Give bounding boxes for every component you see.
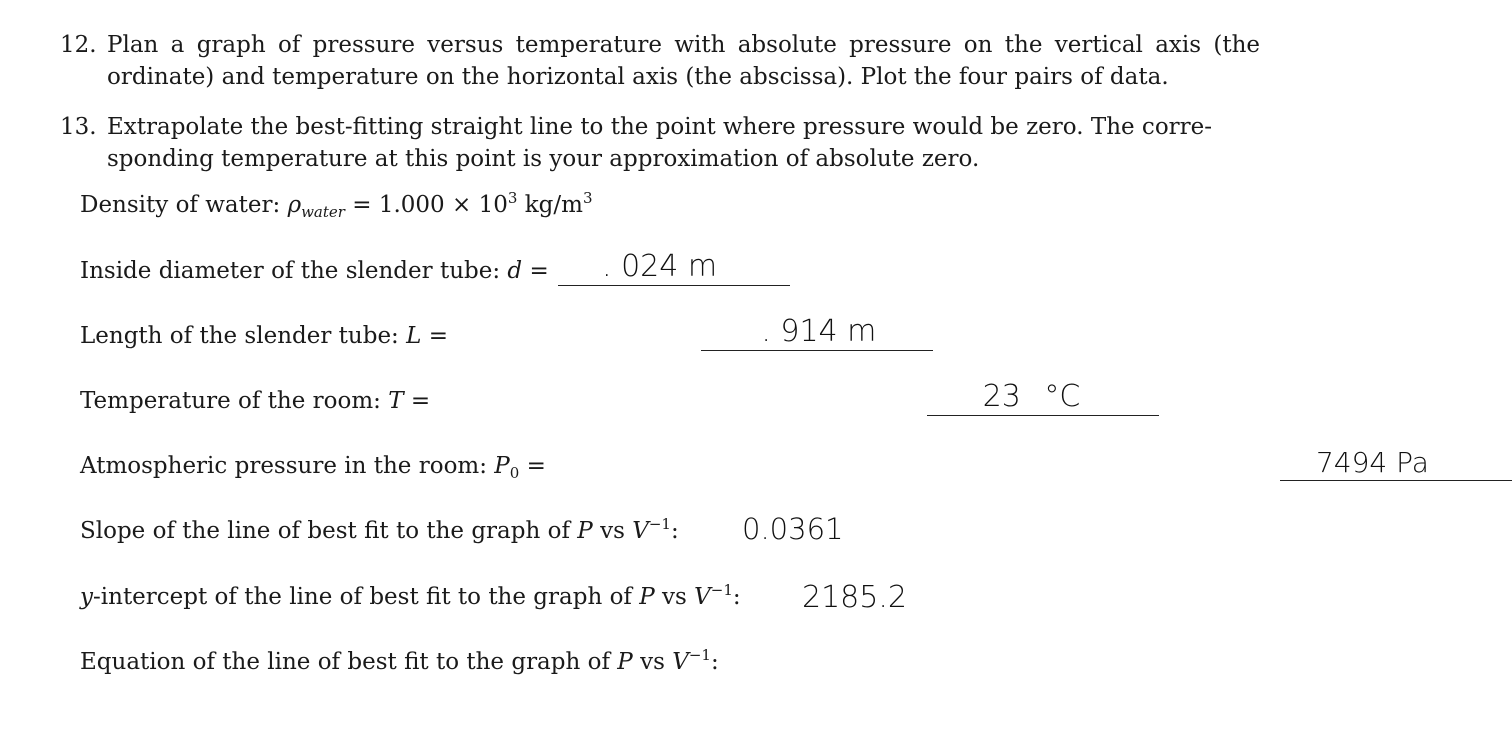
equation-v: V: [672, 649, 689, 675]
intercept-p: P: [639, 584, 655, 610]
diameter-eq: =: [522, 258, 549, 284]
intercept-v: V: [694, 584, 711, 610]
density-exponent: 3: [507, 189, 518, 207]
rho-symbol: ρ: [287, 192, 302, 218]
slope-line: [80, 515, 679, 544]
equation-colon: :: [710, 649, 719, 675]
slope-vs: vs: [592, 518, 633, 544]
pressure-label: Atmospheric pressure in the room:: [80, 453, 487, 479]
density-unit: kg/m: [517, 192, 583, 218]
intercept-colon: :: [732, 584, 741, 610]
item-12-number: 12.: [60, 32, 97, 58]
slope-p: P: [577, 518, 593, 544]
diameter-var: d: [507, 258, 523, 284]
pressure-subscript: 0: [509, 464, 520, 482]
slope-v: V: [632, 518, 649, 544]
item-12-line-1: Plan a graph of pressure versus temperature with absolute pressure on the vertical axis (the: [107, 32, 1261, 58]
equation-vs: vs: [632, 649, 673, 675]
intercept-line: [80, 581, 741, 610]
slope-value: 0.0361: [742, 512, 844, 546]
diameter-value: . 024 m: [602, 249, 718, 284]
intercept-value: 2185.2: [802, 580, 907, 615]
pressure-eq: =: [519, 453, 546, 479]
length-value: . 914 m: [761, 314, 877, 349]
temperature-eq: =: [403, 388, 431, 414]
equation-line: [80, 646, 719, 675]
pressure-line: [80, 453, 546, 482]
pressure-var: P: [494, 453, 510, 479]
length-var: L: [406, 323, 422, 349]
item-13-line-2: sponding temperature at this point is your approximation of absolute zero.: [107, 146, 980, 172]
slope-colon: :: [670, 518, 679, 544]
length-line: [80, 323, 448, 349]
equation-label: Equation of the line of best fit to the graph of: [80, 649, 618, 675]
diameter-line: [80, 258, 549, 284]
diameter-label: Inside diameter of the slender tube:: [80, 258, 501, 284]
length-eq: =: [421, 323, 448, 349]
rho-subscript: water: [301, 203, 345, 221]
intercept-label: -intercept of the line of best fit to the graph of: [93, 584, 640, 610]
temperature-label: Temperature of the room:: [80, 388, 381, 414]
length-label: Length of the slender tube:: [80, 323, 399, 349]
density-equation: = 1.000 × 10: [344, 192, 508, 218]
item-13-number: 13.: [60, 114, 97, 140]
item-12-line-2: ordinate) and temperature on the horizontal axis (the abscissa). Plot the four pairs of data.: [107, 64, 1169, 90]
density-unit-exponent: 3: [582, 189, 593, 207]
pressure-field[interactable]: [1280, 446, 1512, 481]
temperature-field[interactable]: [927, 379, 1159, 416]
intercept-exp: −1: [710, 581, 733, 599]
intercept-y: y: [80, 584, 93, 610]
pressure-value: 7494 Pa: [1315, 446, 1429, 479]
slope-exp: −1: [648, 515, 671, 533]
density-line: [80, 189, 593, 221]
equation-exp: −1: [688, 646, 711, 664]
equation-p: P: [617, 649, 633, 675]
slope-label: Slope of the line of best fit to the graph of: [80, 518, 578, 544]
temperature-var: T: [388, 388, 404, 414]
temperature-line: [80, 388, 430, 414]
diameter-field[interactable]: [558, 249, 790, 286]
item-13-line-1: Extrapolate the best-fitting straight line to the point where pressure would be zero. The corre-: [107, 114, 1213, 140]
density-label: Density of water:: [80, 192, 281, 218]
temperature-value: 23 °C: [982, 379, 1081, 414]
length-field[interactable]: [701, 314, 933, 351]
intercept-vs: vs: [654, 584, 695, 610]
